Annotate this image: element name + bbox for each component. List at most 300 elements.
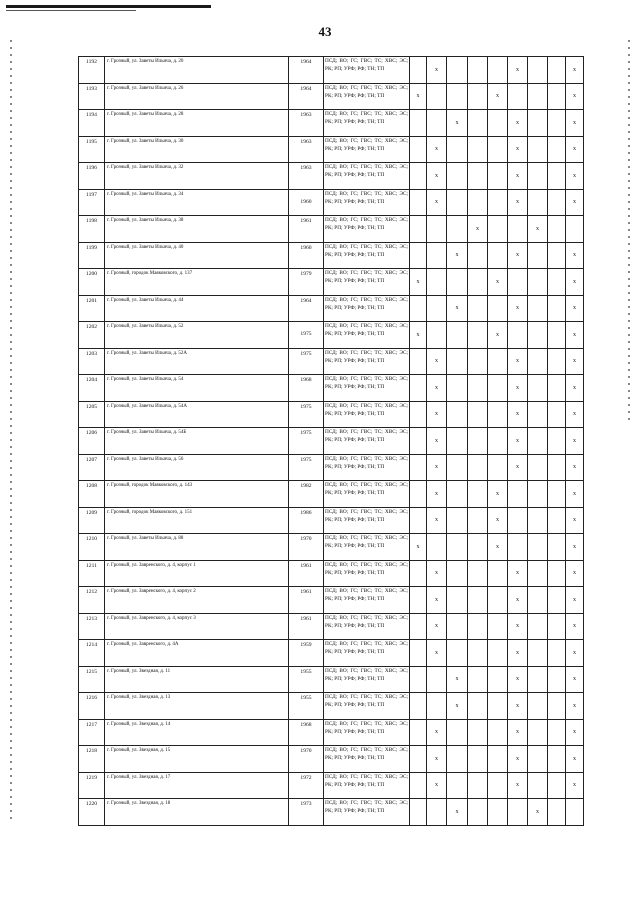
mark-cell: x (447, 666, 468, 693)
row-number: 1212 (79, 587, 105, 614)
mark-cell (528, 666, 548, 693)
row-services: ПСД; ВО; ГС; ГВС; ТС; ХВС; ЭС; РК; РП; УРФ; РФ; ТН; ТП (324, 163, 410, 190)
mark-cell (468, 163, 488, 190)
mark-cell: x (427, 375, 447, 402)
mark-cell (548, 613, 566, 640)
table-row (79, 428, 584, 455)
mark-cell: x (488, 322, 508, 349)
row-number: 1215 (79, 666, 105, 693)
row-year: 1955 (289, 693, 324, 720)
row-address: г. Грозный, ул. Звездная, д. 14 (105, 719, 289, 746)
mark-cell (508, 481, 528, 508)
mark-cell (488, 163, 508, 190)
mark-cell (488, 242, 508, 269)
mark-cell (447, 560, 468, 587)
row-services: ПСД; ВО; ГС; ГВС; ТС; ХВС; ЭС; РК; РП; УРФ; РФ; ТН; ТП (324, 587, 410, 614)
mark-cell (410, 216, 427, 243)
registry-table (78, 56, 584, 826)
mark-cell (410, 719, 427, 746)
mark-cell (528, 269, 548, 296)
mark-cell (410, 375, 427, 402)
mark-cell (508, 799, 528, 826)
mark-cell (410, 242, 427, 269)
mark-cell: x (488, 83, 508, 110)
mark-cell (488, 746, 508, 773)
mark-cell: x (427, 163, 447, 190)
mark-cell (548, 216, 566, 243)
mark-cell (427, 110, 447, 137)
mark-cell: x (566, 666, 584, 693)
row-services: ПСД; ВО; ГС; ГВС; ТС; ХВС; ЭС; РК; РП; УРФ; РФ; ТН; ТП (324, 189, 410, 216)
row-number: 1193 (79, 83, 105, 110)
mark-cell (410, 746, 427, 773)
row-address: г. Грозный, ул. Звездная, д. 18 (105, 799, 289, 826)
mark-cell (488, 454, 508, 481)
mark-cell (508, 322, 528, 349)
row-services: ПСД; ВО; ГС; ГВС; ТС; ХВС; ЭС; РК; РП; УРФ; РФ; ТН; ТП (324, 348, 410, 375)
mark-cell: x (566, 110, 584, 137)
row-number: 1214 (79, 640, 105, 667)
mark-cell: x (427, 428, 447, 455)
mark-cell: x (447, 295, 468, 322)
mark-cell (447, 613, 468, 640)
row-address: г. Грозный, ул. Заветы Ильича, д. 88 (105, 534, 289, 561)
mark-cell: x (566, 719, 584, 746)
row-year: 1960 (289, 189, 324, 216)
mark-cell (427, 322, 447, 349)
row-services: ПСД; ВО; ГС; ГВС; ТС; ХВС; ЭС; РК; РП; УРФ; РФ; ТН; ТП (324, 534, 410, 561)
row-services: ПСД; ВО; ГС; ГВС; ТС; ХВС; ЭС; РК; РП; УРФ; РФ; ТН; ТП (324, 693, 410, 720)
mark-cell (528, 57, 548, 84)
mark-cell (528, 295, 548, 322)
mark-cell (528, 136, 548, 163)
mark-cell (468, 454, 488, 481)
row-address: г. Грозный, ул. Заветы Ильича, д. 32 (105, 163, 289, 190)
mark-cell: x (427, 507, 447, 534)
row-number: 1197 (79, 189, 105, 216)
mark-cell (488, 189, 508, 216)
mark-cell (447, 481, 468, 508)
row-services: ПСД; ВО; ГС; ГВС; ТС; ХВС; ЭС; РК; РП; УРФ; РФ; ТН; ТП (324, 428, 410, 455)
mark-cell (528, 163, 548, 190)
mark-cell (528, 719, 548, 746)
row-services: ПСД; ВО; ГС; ГВС; ТС; ХВС; ЭС; РК; РП; УРФ; РФ; ТН; ТП (324, 746, 410, 773)
mark-cell (508, 507, 528, 534)
mark-cell (410, 295, 427, 322)
mark-cell: x (566, 136, 584, 163)
mark-cell: x (508, 189, 528, 216)
mark-cell (410, 163, 427, 190)
mark-cell (447, 640, 468, 667)
row-services: ПСД; ВО; ГС; ГВС; ТС; ХВС; ЭС; РК; РП; УРФ; РФ; ТН; ТП (324, 481, 410, 508)
row-address: г. Грозный, городок Маяковского, д. 151 (105, 507, 289, 534)
row-year: 1970 (289, 534, 324, 561)
row-services: ПСД; ВО; ГС; ГВС; ТС; ХВС; ЭС; РК; РП; УРФ; РФ; ТН; ТП (324, 216, 410, 243)
mark-cell (508, 83, 528, 110)
mark-cell: x (566, 613, 584, 640)
mark-cell: x (566, 57, 584, 84)
mark-cell (468, 481, 488, 508)
mark-cell: x (566, 189, 584, 216)
mark-cell (468, 110, 488, 137)
mark-cell (468, 746, 488, 773)
row-year: 1963 (289, 163, 324, 190)
mark-cell: x (427, 640, 447, 667)
mark-cell (566, 216, 584, 243)
row-services: ПСД; ВО; ГС; ГВС; ТС; ХВС; ЭС; РК; РП; УРФ; РФ; ТН; ТП (324, 772, 410, 799)
row-number: 1198 (79, 216, 105, 243)
mark-cell (447, 534, 468, 561)
mark-cell: x (566, 242, 584, 269)
mark-cell (528, 693, 548, 720)
row-address: г. Грозный, ул. Заветы Ильича, д. 20 (105, 57, 289, 84)
table-row (79, 507, 584, 534)
mark-cell (447, 772, 468, 799)
mark-cell: x (508, 348, 528, 375)
mark-cell: x (488, 534, 508, 561)
mark-cell: x (488, 507, 508, 534)
mark-cell (548, 666, 566, 693)
mark-cell: x (566, 401, 584, 428)
mark-cell (548, 587, 566, 614)
mark-cell: x (447, 110, 468, 137)
mark-cell: x (508, 110, 528, 137)
mark-cell: x (566, 772, 584, 799)
row-services: ПСД; ВО; ГС; ГВС; ТС; ХВС; ЭС; РК; РП; УРФ; РФ; ТН; ТП (324, 57, 410, 84)
mark-cell (468, 348, 488, 375)
mark-cell: x (566, 163, 584, 190)
mark-cell: x (427, 401, 447, 428)
row-services: ПСД; ВО; ГС; ГВС; ТС; ХВС; ЭС; РК; РП; УРФ; РФ; ТН; ТП (324, 401, 410, 428)
row-year: 1972 (289, 772, 324, 799)
mark-cell: x (427, 481, 447, 508)
mark-cell (528, 401, 548, 428)
mark-cell: x (566, 454, 584, 481)
row-services: ПСД; ВО; ГС; ГВС; ТС; ХВС; ЭС; РК; РП; УРФ; РФ; ТН; ТП (324, 719, 410, 746)
mark-cell: x (566, 428, 584, 455)
mark-cell: x (566, 348, 584, 375)
mark-cell (447, 375, 468, 402)
row-year: 1964 (289, 57, 324, 84)
mark-cell (468, 666, 488, 693)
mark-cell (548, 481, 566, 508)
mark-cell: x (468, 216, 488, 243)
row-year: 1979 (289, 269, 324, 296)
mark-cell: x (528, 799, 548, 826)
mark-cell: x (427, 454, 447, 481)
mark-cell: x (508, 560, 528, 587)
mark-cell (427, 666, 447, 693)
row-year: 1964 (289, 83, 324, 110)
mark-cell (528, 746, 548, 773)
mark-cell (468, 719, 488, 746)
mark-cell (410, 772, 427, 799)
mark-cell (468, 136, 488, 163)
row-address: г. Грозный, ул. Звездная, д. 13 (105, 693, 289, 720)
mark-cell (548, 136, 566, 163)
row-address: г. Грозный, ул. Заветы Ильича, д. 38 (105, 216, 289, 243)
mark-cell (528, 613, 548, 640)
mark-cell (488, 613, 508, 640)
mark-cell: x (447, 693, 468, 720)
mark-cell (468, 189, 488, 216)
page-number: 43 (318, 24, 332, 39)
row-address: г. Грозный, ул. Заветы Ильича, д. 54Б (105, 428, 289, 455)
mark-cell (447, 454, 468, 481)
row-year: 1968 (289, 719, 324, 746)
row-year: 1961 (289, 587, 324, 614)
mark-cell (468, 507, 488, 534)
mark-cell (528, 534, 548, 561)
mark-cell (410, 110, 427, 137)
mark-cell (410, 613, 427, 640)
mark-cell (427, 269, 447, 296)
row-number: 1210 (79, 534, 105, 561)
row-services: ПСД; ВО; ГС; ГВС; ТС; ХВС; ЭС; РК; РП; УРФ; РФ; ТН; ТП (324, 136, 410, 163)
table-row (79, 746, 584, 773)
mark-cell: x (508, 454, 528, 481)
row-number: 1218 (79, 746, 105, 773)
row-year: 1961 (289, 613, 324, 640)
table-row (79, 110, 584, 137)
mark-cell: x (566, 560, 584, 587)
mark-cell (528, 375, 548, 402)
row-year: 1975 (289, 454, 324, 481)
row-address: г. Грозный, ул. Заветы Ильича, д. 30 (105, 136, 289, 163)
mark-cell: x (508, 719, 528, 746)
mark-cell (488, 110, 508, 137)
mark-cell (488, 719, 508, 746)
row-number: 1192 (79, 57, 105, 84)
mark-cell (410, 799, 427, 826)
mark-cell (427, 693, 447, 720)
mark-cell: x (508, 136, 528, 163)
table-row (79, 163, 584, 190)
mark-cell (488, 587, 508, 614)
table-row (79, 481, 584, 508)
mark-cell: x (410, 534, 427, 561)
mark-cell (468, 242, 488, 269)
mark-cell (468, 693, 488, 720)
row-services: ПСД; ВО; ГС; ГВС; ТС; ХВС; ЭС; РК; РП; УРФ; РФ; ТН; ТП (324, 507, 410, 534)
mark-cell (548, 534, 566, 561)
mark-cell (447, 269, 468, 296)
row-address: г. Грозный, ул. Заветы Ильича, д. 54 (105, 375, 289, 402)
row-address: г. Грозный, ул. Заветы Ильича, д. 56 (105, 454, 289, 481)
row-address: г. Грозный, ул. Заветы Ильича, д. 54А (105, 401, 289, 428)
table-row (79, 375, 584, 402)
mark-cell (468, 269, 488, 296)
mark-cell (548, 693, 566, 720)
mark-cell (488, 295, 508, 322)
mark-cell (488, 640, 508, 667)
mark-cell (528, 428, 548, 455)
mark-cell (548, 560, 566, 587)
mark-cell (447, 428, 468, 455)
mark-cell (468, 401, 488, 428)
row-address: г. Грозный, ул. Звездная, д. 11 (105, 666, 289, 693)
mark-cell (447, 216, 468, 243)
row-services: ПСД; ВО; ГС; ГВС; ТС; ХВС; ЭС; РК; РП; УРФ; РФ; ТН; ТП (324, 799, 410, 826)
mark-cell (468, 57, 488, 84)
mark-cell: x (566, 587, 584, 614)
mark-cell: x (447, 799, 468, 826)
mark-cell (528, 189, 548, 216)
mark-cell (488, 216, 508, 243)
mark-cell (528, 242, 548, 269)
registry-rows (79, 57, 584, 826)
mark-cell (427, 295, 447, 322)
mark-cell (488, 799, 508, 826)
row-services: ПСД; ВО; ГС; ГВС; ТС; ХВС; ЭС; РК; РП; УРФ; РФ; ТН; ТП (324, 640, 410, 667)
mark-cell (548, 719, 566, 746)
row-year: 1968 (289, 375, 324, 402)
row-number: 1201 (79, 295, 105, 322)
mark-cell (508, 269, 528, 296)
mark-cell (468, 322, 488, 349)
mark-cell (548, 428, 566, 455)
mark-cell (410, 507, 427, 534)
mark-cell (447, 348, 468, 375)
row-services: ПСД; ВО; ГС; ГВС; ТС; ХВС; ЭС; РК; РП; УРФ; РФ; ТН; ТП (324, 110, 410, 137)
row-year: 1964 (289, 295, 324, 322)
mark-cell (528, 772, 548, 799)
row-year: 1960 (289, 242, 324, 269)
mark-cell (427, 242, 447, 269)
mark-cell (488, 666, 508, 693)
mark-cell (410, 136, 427, 163)
table-row (79, 719, 584, 746)
mark-cell (468, 295, 488, 322)
row-address: г. Грозный, ул. Заветы Ильича, д. 26 (105, 83, 289, 110)
mark-cell: x (427, 560, 447, 587)
table-row (79, 693, 584, 720)
row-number: 1204 (79, 375, 105, 402)
mark-cell (410, 693, 427, 720)
mark-cell (528, 110, 548, 137)
mark-cell (447, 83, 468, 110)
mark-cell: x (528, 216, 548, 243)
mark-cell: x (427, 719, 447, 746)
mark-cell (508, 534, 528, 561)
mark-cell (410, 666, 427, 693)
table-row (79, 295, 584, 322)
mark-cell: x (566, 269, 584, 296)
row-number: 1202 (79, 322, 105, 349)
mark-cell (548, 375, 566, 402)
mark-cell (488, 693, 508, 720)
row-year: 1961 (289, 216, 324, 243)
mark-cell: x (508, 375, 528, 402)
row-address: г. Грозный, городок Маяковского, д. 143 (105, 481, 289, 508)
mark-cell (468, 560, 488, 587)
mark-cell (447, 746, 468, 773)
mark-cell (410, 481, 427, 508)
mark-cell: x (566, 693, 584, 720)
table-row (79, 216, 584, 243)
mark-cell (548, 83, 566, 110)
mark-cell (528, 83, 548, 110)
row-services: ПСД; ВО; ГС; ГВС; ТС; ХВС; ЭС; РК; РП; УРФ; РФ; ТН; ТП (324, 269, 410, 296)
row-services: ПСД; ВО; ГС; ГВС; ТС; ХВС; ЭС; РК; РП; УРФ; РФ; ТН; ТП (324, 613, 410, 640)
mark-cell (427, 216, 447, 243)
mark-cell (468, 640, 488, 667)
mark-cell (447, 719, 468, 746)
table-row (79, 640, 584, 667)
scan-edge-right (628, 40, 630, 420)
mark-cell: x (508, 693, 528, 720)
mark-cell (410, 401, 427, 428)
mark-cell (508, 216, 528, 243)
mark-cell (468, 587, 488, 614)
row-year: 1961 (289, 560, 324, 587)
mark-cell (548, 507, 566, 534)
mark-cell (548, 57, 566, 84)
mark-cell (548, 189, 566, 216)
mark-cell (528, 454, 548, 481)
mark-cell (488, 136, 508, 163)
mark-cell (548, 772, 566, 799)
mark-cell (468, 534, 488, 561)
mark-cell (488, 560, 508, 587)
mark-cell (447, 57, 468, 84)
row-address: г. Грозный, ул. Завренского, д. 4, корпус 2 (105, 587, 289, 614)
mark-cell (468, 375, 488, 402)
mark-cell (447, 136, 468, 163)
mark-cell: x (488, 269, 508, 296)
mark-cell (410, 587, 427, 614)
header-rule-thin (6, 10, 136, 11)
row-address: г. Грозный, городок Маяковского, д. 137 (105, 269, 289, 296)
mark-cell (548, 799, 566, 826)
row-address: г. Грозный, ул. Завренского, д. 4, корпус 3 (105, 613, 289, 640)
row-address: г. Грозный, ул. Звездная, д. 15 (105, 746, 289, 773)
row-year: 1986 (289, 507, 324, 534)
mark-cell: x (508, 242, 528, 269)
mark-cell (548, 242, 566, 269)
mark-cell (548, 348, 566, 375)
mark-cell: x (508, 163, 528, 190)
mark-cell: x (427, 189, 447, 216)
row-number: 1213 (79, 613, 105, 640)
mark-cell (548, 269, 566, 296)
mark-cell (528, 507, 548, 534)
mark-cell (410, 640, 427, 667)
mark-cell (447, 189, 468, 216)
mark-cell: x (566, 83, 584, 110)
mark-cell: x (508, 772, 528, 799)
row-year: 1973 (289, 799, 324, 826)
mark-cell: x (508, 666, 528, 693)
row-year: 1982 (289, 481, 324, 508)
row-number: 1203 (79, 348, 105, 375)
mark-cell: x (427, 348, 447, 375)
mark-cell (488, 428, 508, 455)
table-row (79, 454, 584, 481)
mark-cell (447, 587, 468, 614)
mark-cell (427, 83, 447, 110)
row-number: 1219 (79, 772, 105, 799)
row-number: 1208 (79, 481, 105, 508)
mark-cell: x (566, 534, 584, 561)
row-services: ПСД; ВО; ГС; ГВС; ТС; ХВС; ЭС; РК; РП; УРФ; РФ; ТН; ТП (324, 322, 410, 349)
mark-cell (410, 560, 427, 587)
mark-cell: x (566, 295, 584, 322)
mark-cell (548, 163, 566, 190)
mark-cell: x (566, 640, 584, 667)
mark-cell: x (508, 746, 528, 773)
table-row (79, 560, 584, 587)
